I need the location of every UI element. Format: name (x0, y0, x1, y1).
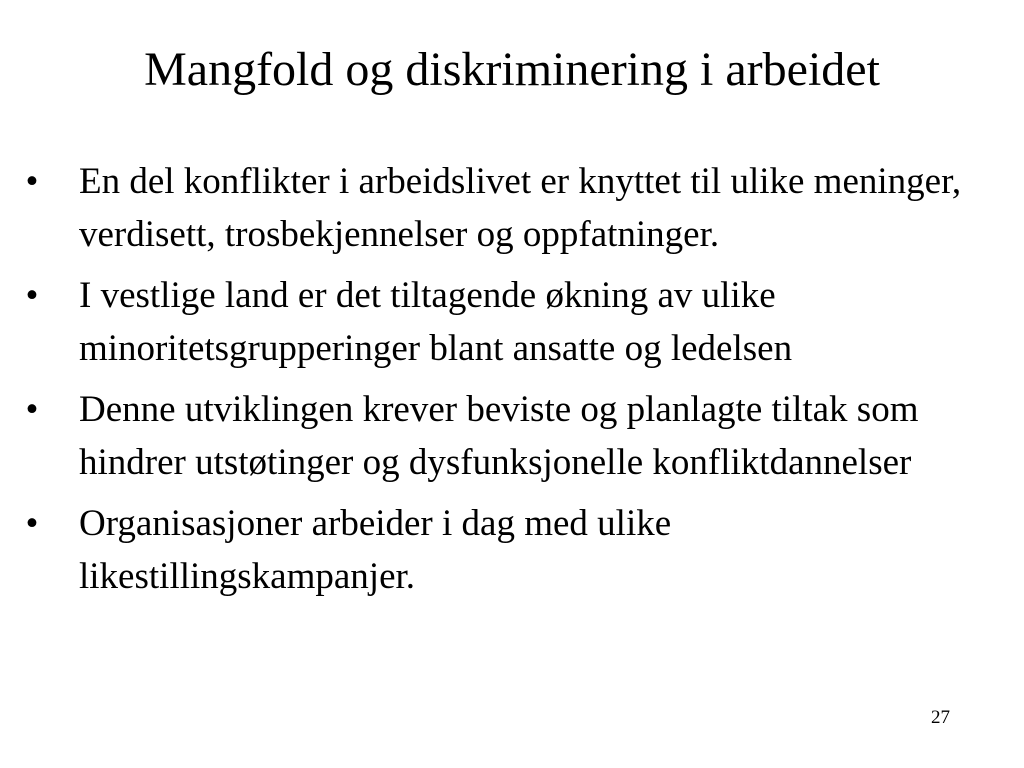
bullet-icon: • (25, 275, 39, 316)
bullet-item-2 (0, 269, 989, 375)
bullet-icon: • (25, 503, 39, 544)
bullet-text: Denne utviklingen krever beviste og planlagte tiltak som hindrer utstøtinger og dysfunksjonelle konfliktdannelser (79, 389, 919, 483)
bullet-item-1 (0, 155, 979, 261)
bullet-item-4 (0, 497, 879, 603)
bullet-text: Organisasjoner arbeider i dag med ulike likestillingskampanjer. (79, 503, 672, 597)
page-number: 27 (931, 707, 950, 728)
bullet-list (0, 155, 1024, 611)
bullet-icon: • (25, 389, 39, 430)
bullet-text: I vestlige land er det tiltagende økning av ulike minoritetsgrupperinger blant ansatte og ledelsen (79, 275, 793, 369)
bullet-text: En del konflikter i arbeidslivet er knyttet til ulike meninger, verdisett, trosbekjennelser og oppfatninger. (79, 161, 962, 255)
bullet-icon: • (25, 161, 39, 202)
bullet-item-3 (0, 383, 984, 489)
slide-title: Mangfold og diskriminering i arbeidet (144, 43, 880, 96)
